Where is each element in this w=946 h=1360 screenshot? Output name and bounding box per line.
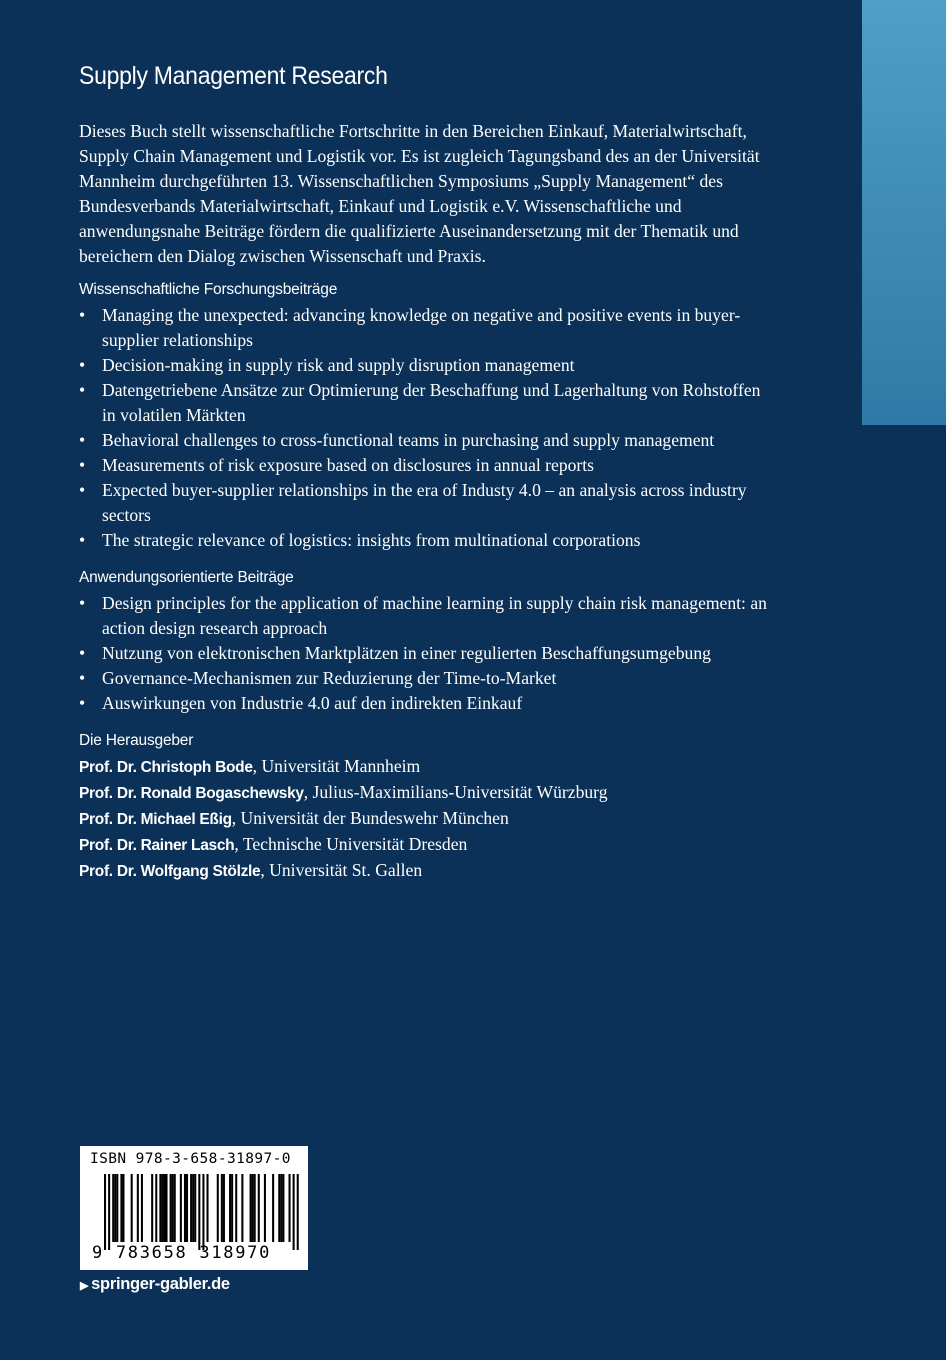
barcode-bar bbox=[170, 1174, 172, 1242]
barcode-bar bbox=[282, 1174, 284, 1242]
editors-heading: Die Herausgeber bbox=[79, 732, 194, 749]
barcode-bars bbox=[80, 1174, 308, 1250]
barcode-bar bbox=[223, 1174, 225, 1242]
barcode-bar bbox=[194, 1174, 196, 1242]
list-item: • Governance-Mechanismen zur Reduzierung der Time-to-Market bbox=[79, 666, 769, 691]
barcode-bar bbox=[190, 1174, 192, 1242]
editor-entry bbox=[79, 806, 769, 832]
barcode-bar bbox=[180, 1174, 182, 1242]
list-item: • Measurements of risk exposure based on disclosures in annual reports bbox=[79, 453, 769, 478]
barcode-bar bbox=[155, 1174, 157, 1242]
editor-name: Prof. Dr. Christoph Bode bbox=[79, 759, 253, 776]
editor-affiliation: , Technische Universität Dresden bbox=[234, 834, 468, 854]
list-item: • Nutzung von elektronischen Marktplätzen in einer regulierten Beschaffungsumgebung bbox=[79, 641, 769, 666]
editor-entry bbox=[79, 780, 769, 806]
barcode-bar bbox=[174, 1174, 176, 1242]
list-item: • Auswirkungen von Industrie 4.0 auf den indirekten Einkauf bbox=[79, 691, 769, 716]
barcode-bar bbox=[217, 1174, 219, 1242]
isbn-label: ISBN 978-3-658-31897-0 bbox=[90, 1151, 291, 1167]
barcode-bar bbox=[198, 1174, 200, 1250]
barcode-bar bbox=[229, 1174, 231, 1242]
list-item: • Design principles for the application of machine learning in supply chain risk management: an action design research approach bbox=[79, 591, 769, 641]
list-item: • Managing the unexpected: advancing knowledge on negative and positive events in buyer-supplier relationships bbox=[79, 303, 769, 353]
barcode-bar bbox=[120, 1174, 122, 1242]
barcode-bar bbox=[104, 1174, 106, 1250]
list-item: • Datengetriebene Ansätze zur Optimierung der Beschaffung und Lagerhaltung von Rohstoffen in volatilen Märkten bbox=[79, 378, 769, 428]
list-item: • Decision-making in supply risk and supply disruption management bbox=[79, 353, 769, 378]
barcode-bar bbox=[108, 1174, 110, 1250]
research-section-heading: Wissenschaftliche Forschungsbeiträge bbox=[79, 281, 338, 298]
list-item: • The strategic relevance of logistics: insights from multinational corporations bbox=[79, 528, 769, 553]
barcode-bar bbox=[207, 1174, 209, 1242]
barcode-bar bbox=[116, 1174, 118, 1242]
barcode-bar bbox=[184, 1174, 186, 1242]
barcode-bar bbox=[172, 1174, 174, 1242]
editors-list bbox=[79, 754, 769, 884]
editor-affiliation: , Julius-Maximilians-Universität Würzburg bbox=[303, 782, 608, 802]
editor-affiliation: , Universität St. Gallen bbox=[260, 860, 423, 880]
barcode-bar bbox=[258, 1174, 260, 1242]
applied-section-heading: Anwendungsorientierte Beiträge bbox=[79, 569, 294, 586]
barcode-bar bbox=[122, 1174, 124, 1242]
barcode-bar bbox=[241, 1174, 243, 1242]
barcode-bar bbox=[166, 1174, 168, 1242]
barcode-bar bbox=[221, 1174, 223, 1242]
series-title: Supply Management Research bbox=[79, 62, 388, 90]
barcode-bar bbox=[131, 1174, 133, 1242]
barcode-bar bbox=[289, 1174, 291, 1242]
barcode-bar bbox=[137, 1174, 139, 1242]
barcode-bar bbox=[186, 1174, 188, 1242]
barcode-bar bbox=[112, 1174, 114, 1242]
list-item: • Expected buyer-supplier relationships in the era of Industy 4.0 – an analysis across industry sectors bbox=[79, 478, 769, 528]
barcode-bar bbox=[151, 1174, 153, 1242]
editor-entry bbox=[79, 754, 769, 780]
publisher-website[interactable] bbox=[80, 1275, 230, 1294]
barcode-bar bbox=[202, 1174, 204, 1250]
barcode-bar bbox=[231, 1174, 233, 1242]
editor-name: Prof. Dr. Rainer Lasch bbox=[79, 837, 235, 854]
ean-digits: 9 783658 318970 bbox=[92, 1243, 272, 1263]
triangle-right-icon: ▶ bbox=[80, 1280, 89, 1292]
barcode-bar bbox=[264, 1174, 266, 1242]
barcode-bar bbox=[159, 1174, 161, 1242]
barcode-bar bbox=[235, 1174, 237, 1242]
editor-name: Prof. Dr. Michael Eßig bbox=[79, 811, 232, 828]
isbn-barcode bbox=[80, 1146, 308, 1270]
barcode-bar bbox=[254, 1174, 256, 1242]
editor-entry bbox=[79, 858, 769, 884]
barcode-bar bbox=[163, 1174, 165, 1242]
website-url: springer-gabler.de bbox=[91, 1275, 230, 1293]
book-description: Dieses Buch stellt wissenschaftliche Fortschritte in den Bereichen Einkauf, Materialwirtschaft, Supply Chain Management und Logistik vor. Es ist zugleich Tagungsband des an der Universität Mannheim durchgeführten 13. Wissenschaftlichen Symposiums „Supply Management“ des Bundesverbands Materialwirtschaft, Einkauf und Logistik e.V. Wissenschaftliche und anwendungsnahe Beiträge fördern die qualifizierte Auseinandersetzung mit der Thematik und bereichern den Dialog zwischen Wissenschaft und Praxis. bbox=[79, 121, 760, 266]
barcode-bar bbox=[192, 1174, 194, 1242]
barcode-bar bbox=[293, 1174, 295, 1250]
accent-stripe bbox=[862, 0, 946, 425]
barcode-bar bbox=[114, 1174, 116, 1242]
editor-affiliation: , Universität der Bundeswehr München bbox=[231, 808, 509, 828]
editor-entry bbox=[79, 832, 769, 858]
barcode-bar bbox=[161, 1174, 163, 1242]
list-item: • Behavioral challenges to cross-functional teams in purchasing and supply management bbox=[79, 428, 769, 453]
barcode-bar bbox=[278, 1174, 280, 1242]
barcode-bar bbox=[272, 1174, 274, 1242]
editor-name: Prof. Dr. Wolfgang Stölzle bbox=[79, 863, 261, 880]
barcode-bar bbox=[280, 1174, 282, 1242]
barcode-bar bbox=[141, 1174, 143, 1242]
editor-affiliation: , Universität Mannheim bbox=[252, 756, 421, 776]
editor-name: Prof. Dr. Ronald Bogaschewsky bbox=[79, 785, 304, 802]
barcode-bar bbox=[250, 1174, 252, 1242]
applied-contributions-list bbox=[79, 591, 769, 716]
research-contributions-list bbox=[79, 303, 769, 553]
back-cover-content bbox=[79, 62, 769, 884]
barcode-bar bbox=[252, 1174, 254, 1242]
barcode-bar bbox=[297, 1174, 299, 1250]
